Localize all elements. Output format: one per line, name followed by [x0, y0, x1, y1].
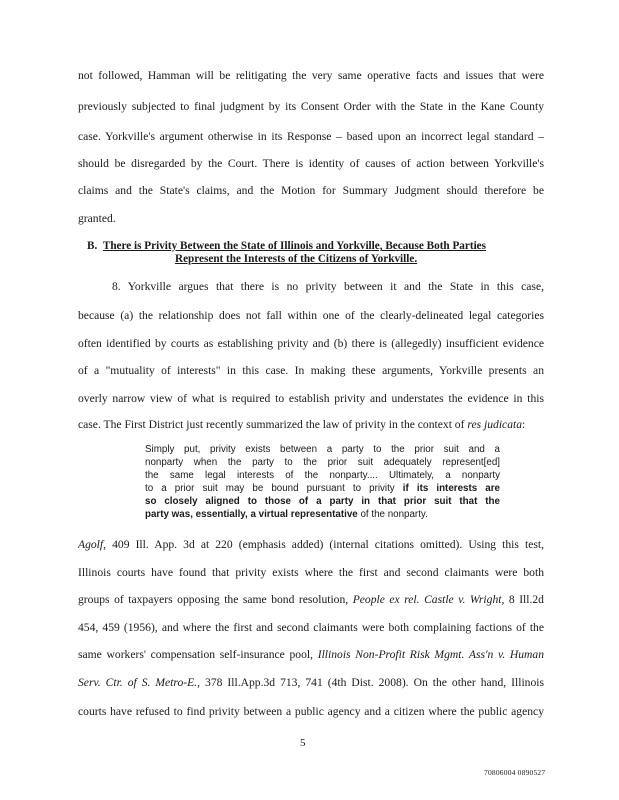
paragraph-3-line	[78, 648, 544, 662]
paragraph-3-text: groups of taxpayers opposing the same bond resolution,	[78, 593, 353, 606]
paragraph-3-text: , 409 Ill. App. 3d at 220 (emphasis added) (internal citations omitted). Using this test,	[103, 538, 544, 551]
block-quote-line: nonparty when the party to the prior suit adequately represent[ed]	[145, 457, 500, 468]
section-heading-text: Represent the Interests of the Citizens of Yorkville.	[175, 253, 418, 265]
block-quote-text: of the nonparty.	[357, 509, 428, 520]
block-quote-line: the same legal interests of the nonparty.... Ultimately, a nonparty	[145, 470, 500, 481]
paragraph-3-line: Illinois courts have found that privity exists where the first and second claimants were both	[78, 566, 544, 579]
block-quote-line	[145, 483, 500, 495]
case-name-italic: People ex rel. Castle v. Wright	[352, 593, 502, 606]
paragraph-1-line: case. Yorkville's argument otherwise in its Response – based upon an incorrect legal standard –	[78, 130, 544, 143]
paragraph-3-line	[78, 593, 544, 607]
block-quote-line	[145, 496, 500, 508]
paragraph-3-line: courts have refused to find privity between a public agency and a citizen where the public agency	[78, 705, 544, 718]
block-quote-line: Simply put, privity exists between a party to the prior suit and a	[145, 444, 500, 455]
case-term-italic: res judicata	[467, 418, 523, 431]
block-quote-text: to a prior suit may be bound pursuant to privity	[145, 483, 403, 494]
section-heading-label: B.	[87, 240, 98, 252]
block-quote-emphasis: so closely aligned to those of a party in that prior suit that the	[145, 496, 500, 507]
paragraph-1-line: previously subjected to final judgment by its Consent Order with the State in the Kane County	[78, 100, 544, 113]
case-name-italic: Agolf	[78, 538, 104, 551]
paragraph-3-text: , 378 Ill.App.3d 713, 741 (4th Dist. 2008). On the other hand, Illinois	[197, 676, 544, 689]
paragraph-2-text: case. The First District just recently summarized the law of privity in the context of	[78, 418, 468, 431]
case-name-italic: Serv. Ctr. of S. Metro-E.	[78, 676, 198, 689]
paragraph-3-line	[78, 538, 544, 552]
paragraph-2-line: of a "mutuality of interests" in this case. In making these arguments, Yorkville presents an	[78, 364, 544, 377]
section-heading-text: There is Privity Between the State of Illinois and Yorkville, Because Both Parties	[102, 240, 486, 252]
document-id: 70806004 0890527	[484, 768, 546, 777]
paragraph-3-text: same workers' compensation self-insurance pool,	[78, 648, 318, 661]
paragraph-3-line	[78, 676, 544, 690]
page-number: 5	[300, 737, 306, 749]
paragraph-1-line: granted.	[78, 212, 116, 225]
paragraph-2-text: :	[522, 418, 526, 431]
paragraph-1-line: should be disregarded by the Court. There is identity of causes of action between Yorkville's	[78, 157, 544, 170]
block-quote-emphasis: if its interests are	[402, 483, 500, 494]
block-quote-line	[145, 509, 500, 521]
paragraph-2-line: often identified by courts as establishing privity and (b) there is (allegedly) insufficient evidence	[78, 337, 544, 350]
block-quote-emphasis: party was, essentially, a virtual representative	[145, 509, 358, 520]
case-name-italic: Illinois Non-Profit Risk Mgmt. Ass'n v. Human	[317, 648, 544, 661]
paragraph-3-text: , 8 Ill.2d	[501, 593, 544, 606]
paragraph-2-line	[78, 418, 544, 432]
section-heading-line-1	[87, 239, 486, 253]
paragraph-2-line: overly narrow view of what is required to establish privity and understates the evidence in this	[78, 392, 544, 405]
section-heading-line-2	[175, 252, 417, 266]
paragraph-1-line: claims and the State's claims, and the Motion for Summary Judgment should therefore be	[78, 184, 544, 197]
paragraph-1-line: not followed, Hamman will be relitigating the very same operative facts and issues that were	[78, 69, 544, 82]
paragraph-2-line: 8. Yorkville argues that there is no privity between it and the State in this case,	[112, 280, 544, 293]
paragraph-2-line: because (a) the relationship does not fall within one of the clearly-delineated legal categories	[78, 309, 544, 322]
paragraph-3-line: 454, 459 (1956), and where the first and second claimants were both complaining factions of the	[78, 621, 544, 634]
